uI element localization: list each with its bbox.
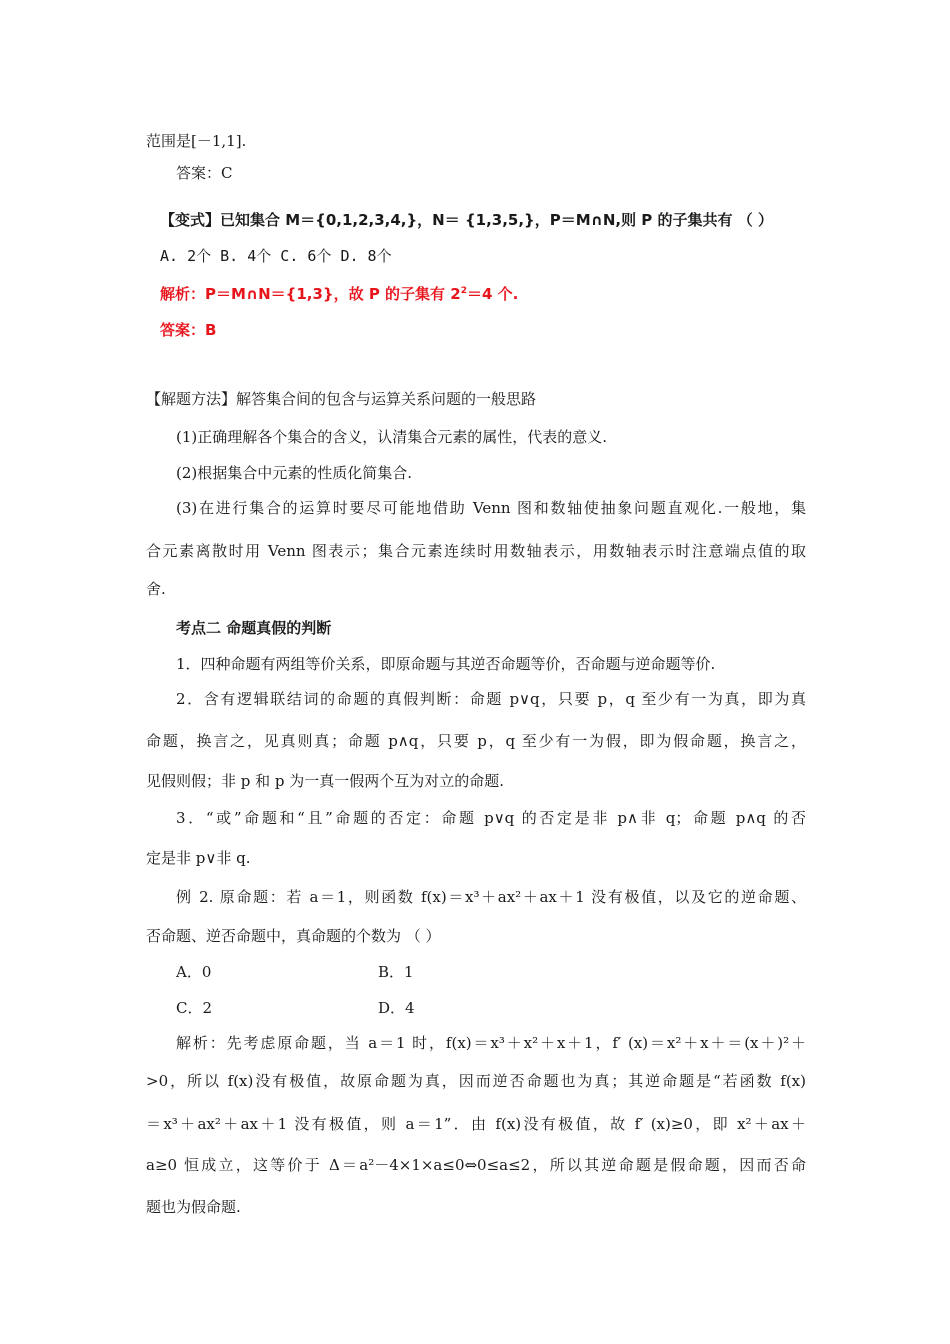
topic2-p2c: 见假则假；非 p 和 p 为一真一假两个互为对立的命题. <box>146 772 505 790</box>
variant-options: A. 2个 B. 4个 C. 6个 D. 8个 <box>160 247 392 265</box>
method-point-2: (2)根据集合中元素的性质化简集合. <box>176 464 413 482</box>
method-point-3b: 合元素离散时用 Venn 图表示；集合元素连续时用数轴表示，用数轴表示时注意端点值的取 <box>146 542 806 560</box>
analysis-prefix: 解析： <box>160 285 206 303</box>
example2-solution-b: >0，所以 f(x)没有极值，故原命题为真，因而逆否命题也为真；其逆命题是“若函数 f(x) <box>146 1072 806 1090</box>
method-point-1: (1)正确理解各个集合的含义，认清集合元素的属性，代表的意义. <box>176 428 608 446</box>
example2-solution-c: ＝x³＋ax²＋ax＋1 没有极值，则 a＝1”．由 f(x)没有极值，故 f′ (x)≥0，即 x²＋ax＋ <box>146 1115 806 1133</box>
analysis-body: P＝M∩N＝{1,3}，故 P 的子集有 2 <box>205 285 461 303</box>
example2-option-b: B．1 <box>378 963 414 981</box>
topic2-p2b: 命题，换言之，见真则真；命题 p∧q，只要 p，q 至少有一为假，即为假命题，换言之， <box>146 732 806 750</box>
topic2-p3b: 定是非 p∨非 q. <box>146 849 251 867</box>
method-point-3c: 舍. <box>146 580 166 598</box>
topic2-p3a: 3．“或”命题和“且”命题的否定：命题 p∨q 的否定是非 p∧非 q；命题 p∧q 的否 <box>176 809 806 827</box>
example2-option-a: A．0 <box>176 963 212 981</box>
variant-analysis <box>160 284 820 304</box>
variant-question: 【变式】已知集合 M＝{0,1,2,3,4,}，N＝ {1,3,5,}，P＝M∩N,则 P 的子集共有 （ ） <box>160 211 773 229</box>
topic2-p2a: 2．含有逻辑联结词的命题的真假判断：命题 p∨q，只要 p，q 至少有一为真，即为真 <box>176 690 806 708</box>
example2-question-b: 否命题、逆否命题中，真命题的个数为 （ ） <box>146 927 441 945</box>
example2-solution-e: 题也为假命题. <box>146 1198 241 1216</box>
topic2-heading: 考点二 命题真假的判断 <box>176 619 332 637</box>
example2-solution-a: 解析：先考虑原命题，当 a＝1 时，f(x)＝x³＋x²＋x＋1，f′ (x)＝x²＋x＋＝(x＋)²＋ <box>176 1034 806 1052</box>
topic2-p1: 1．四种命题有两组等价关系，即原命题与其逆否命题等价，否命题与逆命题等价. <box>176 655 716 673</box>
answer-c: 答案：C <box>176 164 233 182</box>
method-point-3a: (3)在进行集合的运算时要尽可能地借助 Venn 图和数轴使抽象问题直观化.一般地，集 <box>176 499 806 517</box>
range-line: 范围是[－1,1]. <box>146 132 247 150</box>
analysis-result: ＝4 个. <box>466 285 519 303</box>
example2-question-a: 例 2. 原命题：若 a＝1，则函数 f(x)＝x³＋ax²＋ax＋1 没有极值，以及它的逆命题、 <box>176 888 806 906</box>
variant-answer: 答案：B <box>160 321 217 339</box>
analysis-exponent: 2 <box>460 286 467 296</box>
method-heading: 【解题方法】解答集合间的包含与运算关系问题的一般思路 <box>146 390 537 408</box>
example2-option-c: C．2 <box>176 999 213 1017</box>
example2-solution-d: a≥0 恒成立，这等价于 Δ＝a²－4×1×a≤0⇔0≤a≤2，所以其逆命题是假命题，因而否命 <box>146 1156 806 1174</box>
example2-option-d: D．4 <box>378 999 415 1017</box>
